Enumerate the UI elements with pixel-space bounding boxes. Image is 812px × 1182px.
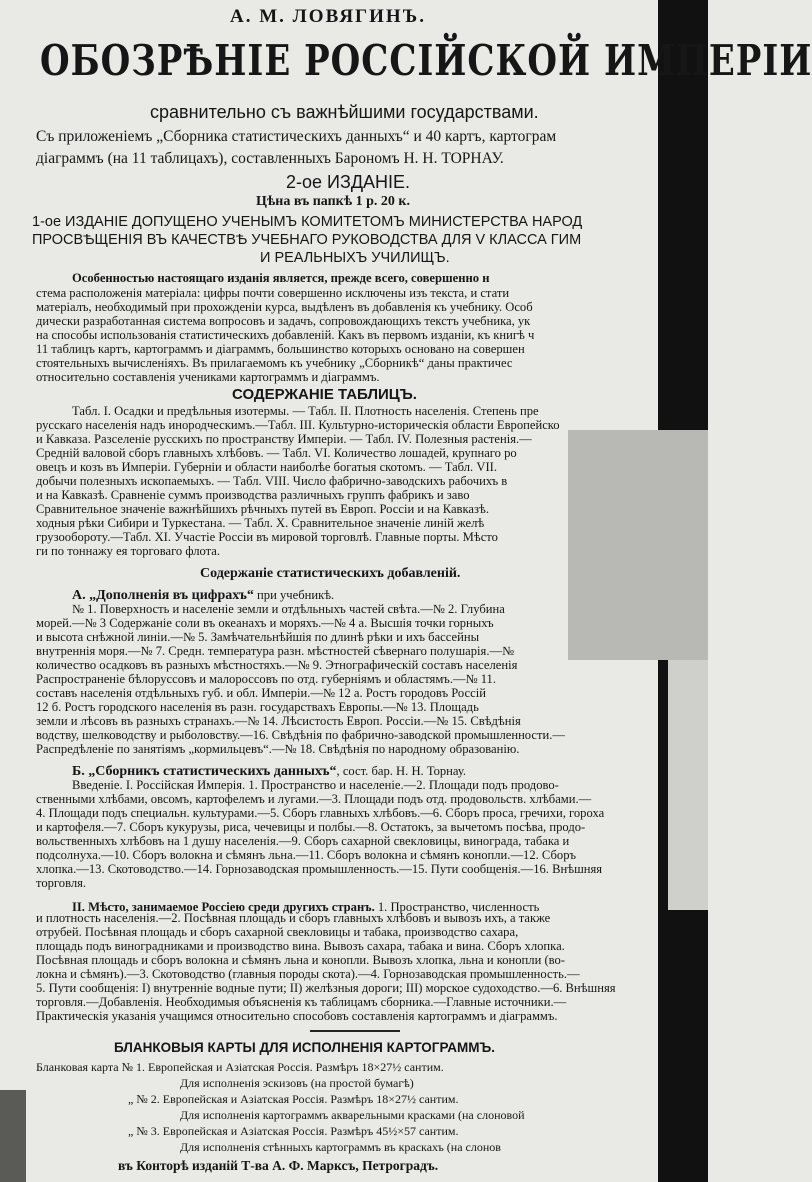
map-line: Бланковая карта № 1. Европейская и Азіатская Россія. Размѣръ 18×27½ сантим. — [36, 1060, 444, 1074]
map-line: Для исполненія эскизовъ (на простой бумагѣ) — [180, 1076, 414, 1090]
intro-line: матеріалъ, необходимый при прохожденіи курса, выдѣленъ въ добавленія къ учебнику. Особ — [36, 300, 533, 314]
maps-heading: БЛАНКОВЫЯ КАРТЫ ДЛЯ ИСПОЛНЕНІЯ КАРТОГРАММЪ. — [114, 1040, 495, 1055]
section-b-line: и картофеля.—7. Сборъ кукурузы, риса, чечевицы и полбы.—8. Остатокъ, за вычетомъ посѣва, продо- — [36, 820, 586, 834]
section-ii-title: II. Мѣсто, занимаемое Россіею среди другихъ странъ. — [72, 900, 375, 914]
section-ii-line: торговля.—Добавленія. Необходимыя объясненія къ таблицамъ сборника.—Главные источники.— — [36, 995, 567, 1009]
table-line: Сравнительное значеніе важнѣйшихъ рѣчныхъ путей въ Европ. Россіи и на Кавказѣ. — [36, 502, 489, 516]
map-line: Для исполненія картограммъ акварельными красками (на слоновой — [180, 1108, 525, 1122]
section-ii-title-suffix: 1. Пространство, численность — [374, 900, 540, 914]
section-b-title: Б. „Сборникъ статистическихъ данныхъ“ — [72, 764, 337, 779]
appendix-line-1: Съ приложеніемъ „Сборника статистическихъ данныхъ“ и 40 картъ, картограм — [36, 128, 557, 145]
section-b-title-row — [72, 760, 466, 780]
price: Цѣна въ папкѣ 1 р. 20 к. — [256, 194, 410, 209]
author-name: А. М. ЛОВЯГИНЪ. — [230, 6, 426, 27]
intro-line: дически разработанная система вопросовъ и задачъ, сопровождающихъ текстъ учебника, ук — [36, 314, 531, 328]
table-line: овецъ и козъ въ Имперіи. Губерніи и области наиболѣе богатыя скотомъ. — Табл. VII. — [36, 460, 497, 474]
section-a-line: № 1. Поверхность и населеніе земли и отдѣльныхъ частей свѣта.—№ 2. Глубина — [72, 602, 505, 616]
table-line: русскаго населенія надъ инородческимъ.—Табл. III. Культурно-историческія области Европейско — [36, 418, 560, 432]
appendix-line-2: діаграммъ (на 11 таблицахъ), составленныхъ Барономъ Н. Н. ТОРНАУ. — [36, 150, 504, 167]
map-line: „ № 3. Европейская и Азіатская Россія. Размѣръ 45½×57 сантим. — [128, 1124, 459, 1138]
map-line: Для исполненія стѣнныхъ картограммъ въ краскахъ (на слонов — [180, 1140, 501, 1154]
intro-line: Особенностью настоящаго изданія является, прежде всего, совершенно н — [72, 271, 490, 285]
table-line: добычи полезныхъ ископаемыхъ. — Табл. VIII. Число фабрично-заводскихъ рабочихъ в — [36, 474, 508, 488]
intro-line: относительно составленія учениками картограммъ и діаграммъ. — [36, 370, 380, 384]
approval-line-1: 1-ое ИЗДАНІЕ ДОПУЩЕНО УЧЕНЫМЪ КОМИТЕТОМЪ МИНИСТЕРСТВА НАРОД — [32, 214, 583, 230]
section-b-line: 4. Площади подъ специальн. культурами.—5. Сборъ главныхъ хлѣбовъ.—6. Сборъ проса, гречихи, гороха — [36, 806, 605, 820]
section-ii-line: локна и сѣмянъ).—3. Скотоводство (главныя породы скота).—4. Горнозаводская промышленность.— — [36, 967, 580, 981]
section-b-line: вольственныхъ хлѣбовъ на 1 душу населенія.—9. Сборъ сахарной свекловицы, винограда, табака и — [36, 834, 570, 848]
section-a-line: и высота снѣжной линіи.—№ 5. Замѣчательнѣйшія по длинѣ рѣки и ихъ бассейны — [36, 630, 480, 644]
table-line: ходныя рѣки Сибири и Туркестана. — Табл. X. Сравнительное значеніе линій желѣ — [36, 516, 485, 530]
section-ii-line: Практическія указанія учащимся относительно способовъ составленія картограммъ и діаграммъ. — [36, 1009, 558, 1023]
table-line: и Кавказа. Разселеніе русскихъ по пространству Имперіи. — Табл. IV. Полезныя растенія.— — [36, 432, 532, 446]
intro-line: 11 таблицъ картъ, картограммъ и діаграммъ, большинство которыхъ основано на совершен — [36, 342, 525, 356]
table-line: грузооборотy.—Табл. XI. Участіе Россіи въ мировой торговлѣ. Главные порты. Мѣсто — [36, 530, 498, 544]
subtitle: сравнительно съ важнѣйшими государствами. — [150, 102, 539, 122]
section-a-title: А. „Дополненія въ цифрахъ“ — [72, 588, 254, 603]
intro-line: на способы использованія статистическихъ добавленій. Какъ въ первомъ изданіи, къ книгѣ ч — [36, 328, 535, 342]
edition: 2-ое ИЗДАНІЕ. — [286, 172, 411, 192]
table-line: Средній валовой сборъ главныхъ хлѣбовъ. — Табл. VI. Количество лошадей, крупнаго ро — [36, 446, 517, 460]
section-ii-line: площадь подъ виноградниками и производство вина. Вывозъ сахара, табака и вина. Сборъ хлопка. — [36, 939, 565, 953]
section-b-line: подсолнуха.—10. Сборъ волокна и сѣмянъ льна.—11. Сборъ волокна и сѣмянъ конопли.—12. Сборъ — [36, 848, 576, 862]
publisher-footer: въ Конторѣ изданій Т-ва А. Ф. Марксъ, Петроградъ. — [118, 1158, 439, 1173]
book-title: ОБОЗРѢНІЕ РОССІЙСКОЙ ИМПЕРІИ — [40, 36, 812, 86]
table-line: ги по тоннажу ея торговаго флота. — [36, 544, 221, 558]
section-b-line: хлопка.—13. Скотоводство.—14. Горнозаводская промышленность.—15. Пути сообщенія.—16. Внѣшняя — [36, 862, 603, 876]
table-line: и на Кавказѣ. Сравненіе суммъ производства различныхъ группъ фабрикъ и заво — [36, 488, 470, 502]
section-a-line: количество осадковъ въ разныхъ мѣстностяхъ.—№ 9. Этнографическій составъ населенія — [36, 658, 518, 672]
section-ii-line: и плотность населенія.—2. Посѣвная площадь и сборъ главныхъ хлѣбовъ и вывозъ ихъ, а также — [36, 911, 551, 925]
section-a-line: 12 б. Ростъ городского населенія въ разн. государствахъ Европы.—№ 13. Площадь — [36, 700, 479, 714]
section-a-line: земли и лѣсовъ въ разныхъ странахъ.—№ 14. Лѣсистость Европ. Россіи.—№ 15. Свѣдѣнія — [36, 714, 521, 728]
section-ii-line: 5. Пути сообщенія: I) внутренніе водные пути; II) желѣзныя дороги; III) морское судоходство.—6. Внѣшняя — [36, 981, 616, 995]
approval-line-3: И РЕАЛЬНЫХЪ УЧИЛИЩЪ. — [260, 250, 450, 266]
section-a-line: внутреннія моря.—№ 7. Средн. температура разн. мѣстностей сѣвернаго полушарія.—№ — [36, 644, 515, 658]
section-ii-line: Посѣвная площадь и сборъ волокна и сѣмянъ льна и конопли. Вывозъ хлопка, льна и конопли (во- — [36, 953, 565, 967]
approval-line-2: ПРОСВѢЩЕНІЯ ВЪ КАЧЕСТВѢ УЧЕБНАГО РУКОВОДСТВА ДЛЯ V КЛАССА ГИМ — [32, 232, 582, 248]
table-line: Табл. I. Осадки и предѣльныя изотермы. — Табл. II. Плотность населенія. Степень пре — [72, 404, 539, 418]
section-a-line: Распространеніе бѣлоруссовъ и малороссовъ по отд. губерніямъ и областямъ.—№ 11. — [36, 672, 497, 686]
tables-heading: СОДЕРЖАНІЕ ТАБЛИЦЪ. — [232, 386, 417, 403]
map-line: „ № 2. Европейская и Азіатская Россія. Размѣръ 18×27½ сантим. — [128, 1092, 459, 1106]
section-a-line: Распредѣленіе по занятіямъ „кормильцевъ“.—№ 18. Свѣдѣнія по народному образованію. — [36, 742, 520, 756]
torn-corner — [0, 1090, 26, 1182]
section-a-title-suffix: при учебникѣ. — [253, 588, 335, 602]
stat-heading: Содержаніе статистическихъ добавленій. — [200, 566, 461, 581]
section-b-line: торговля. — [36, 876, 87, 890]
section-b-title-suffix: , сост. бар. Н. Н. Торнау. — [336, 764, 467, 778]
section-a-line: водству, шелководству и рыболовству.—16. Свѣдѣнія по фабрично-заводской промышленности.— — [36, 728, 565, 742]
section-b-line: ственными хлѣбами, овсомъ, картофелемъ и лугами.—3. Площади подъ отд. продовольств. хлѣбами.— — [36, 792, 592, 806]
divider-rule — [310, 1030, 400, 1032]
section-ii-line: отрубей. Посѣвная площадь и сборъ сахарной свекловицы и табака, производство сахара, — [36, 925, 519, 939]
section-a-title-row — [72, 584, 334, 604]
section-a-line: составъ населенія отдѣльныхъ губ. и обл. Имперіи.—№ 12 а. Ростъ городовъ Россій — [36, 686, 486, 700]
intro-line: стоятельныхъ вычисленіяхъ. Въ прилагаемомъ къ учебнику „Сборникѣ“ даны практичес — [36, 356, 513, 370]
intro-line: стема расположенія матеріала: цифры почти совершенно исключены изъ текста, и стати — [36, 286, 510, 300]
section-a-line: морей.—№ 3 Содержаніе соли въ океанахъ и моряхъ.—№ 4 а. Высшія точки горныхъ — [36, 616, 494, 630]
section-b-line: Введеніе. I. Россійская Имперія. 1. Пространство и населеніе.—2. Площади подъ продово- — [72, 778, 559, 792]
